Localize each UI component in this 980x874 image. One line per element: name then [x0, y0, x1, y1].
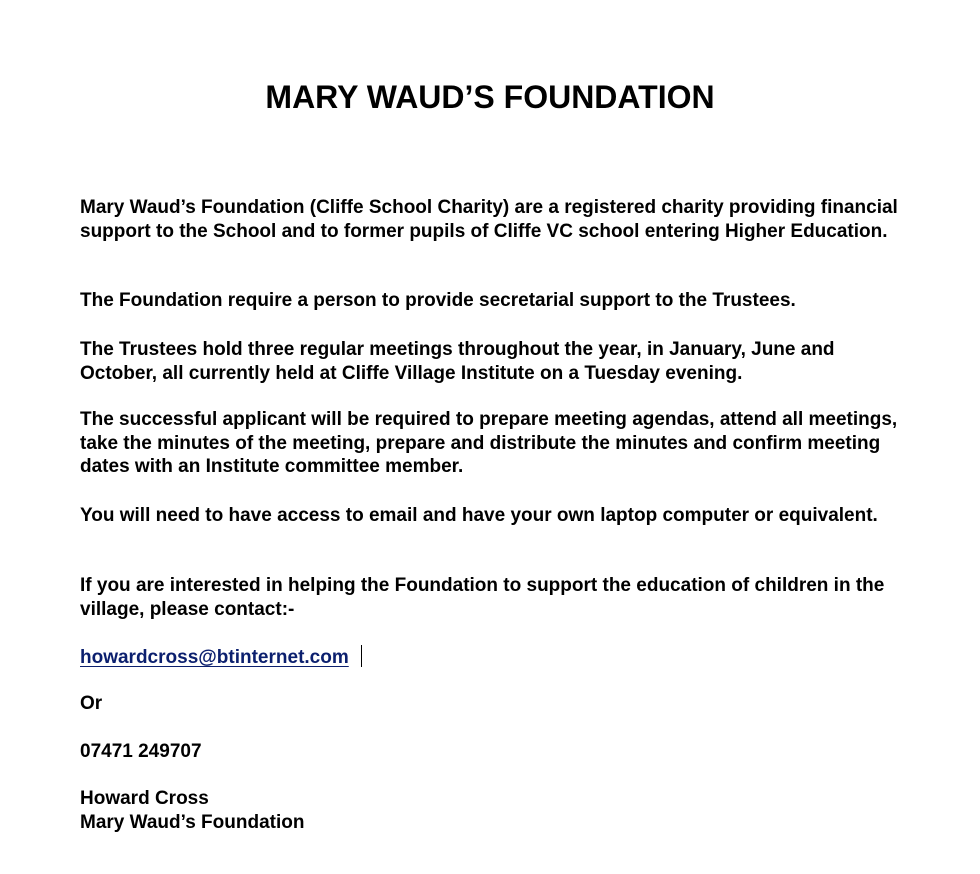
paragraph-duties: The successful applicant will be required to prepare meeting agendas, attend all meetings, take the minutes of the meeting, prepare and distribute the minutes and confirm meeting dates with an Institute committee member. [80, 409, 898, 477]
paragraph-meetings: The Trustees hold three regular meetings throughout the year, in January, June and October, all currently held at Cliffe Village Institute on a Tuesday evening. [80, 339, 835, 384]
paragraph-intro: Mary Waud’s Foundation (Cliffe School Charity) are a registered charity providing financial support to the School and to former pupils of Cliffe VC school entering Higher Education. [80, 197, 898, 242]
or-text: Or [80, 693, 103, 714]
email-link[interactable]: howardcross@btinternet.com [80, 647, 349, 668]
document-title: MARY WAUD’S FOUNDATION [265, 79, 715, 115]
signature-block [80, 787, 910, 834]
contact-organisation: Mary Waud’s Foundation [80, 811, 305, 833]
paragraph-contact-intro: If you are interested in helping the Foundation to support the education of children in the village, please contact:- [80, 575, 885, 620]
phone-number: 07471 249707 [80, 741, 202, 762]
paragraph-role: The Foundation require a person to provide secretarial support to the Trustees. [80, 290, 796, 311]
paragraph-requirements: You will need to have access to email and have your own laptop computer or equivalent. [80, 505, 878, 526]
contact-name: Howard Cross [80, 788, 209, 809]
email-line [80, 645, 910, 670]
text-cursor [361, 645, 362, 667]
